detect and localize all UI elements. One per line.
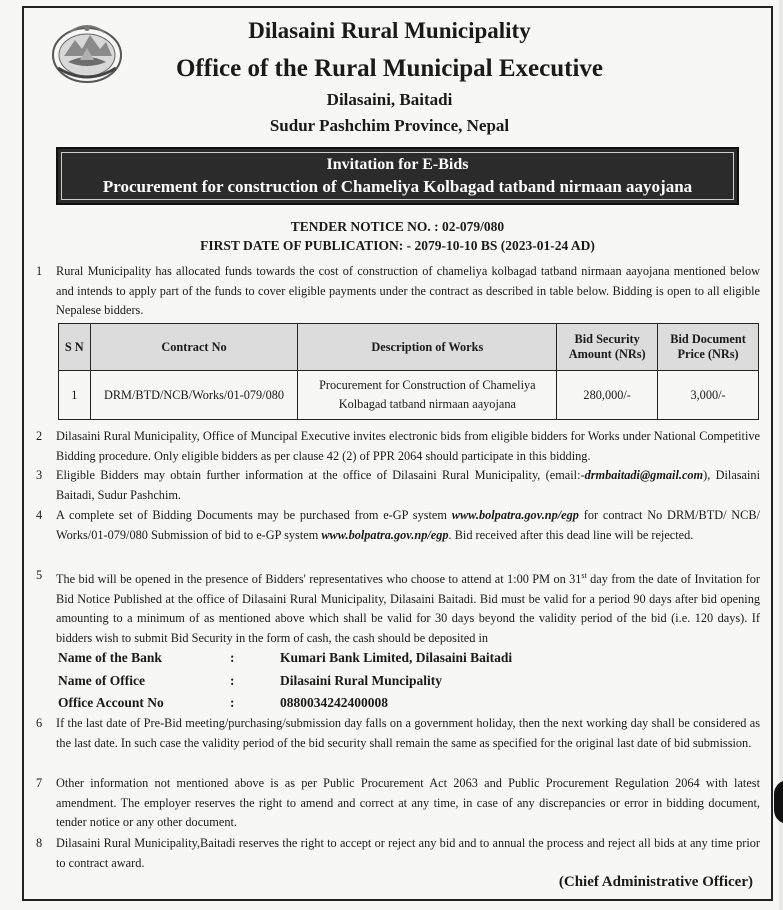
- clause-number: 8: [36, 836, 43, 850]
- email-link[interactable]: drmbaitadi@gmail.com: [584, 468, 704, 482]
- clause-8: Dilasaini Rural Municipality,Baitadi reserves the right to accept or reject any bid and to annual the process and reject all bids at any time prior to contract award.: [56, 836, 760, 870]
- municipality-name: Dilasaini Rural Municipality: [248, 18, 531, 43]
- office-location: Dilasaini, Baitadi: [326, 90, 453, 109]
- col-header-description: Description of Works: [298, 324, 557, 371]
- clause-number: 4: [36, 508, 43, 522]
- col-header-document-price: Bid Document Price (NRs): [658, 324, 759, 371]
- clause-number: 1: [36, 264, 43, 278]
- office-label: Name of Office: [58, 673, 145, 688]
- clause-1: Rural Municipality has allocated funds towards the cost of construction of chameliya kolbagad tatband nirmaan aayojana mentioned below and intends to apply part of the funds to cover eligible payments under the contract as described in table below. Bidding is open to all eligible Nepalese bidders.: [56, 264, 760, 317]
- clause-number: 6: [36, 716, 43, 730]
- page-clip: [774, 780, 783, 824]
- bank-value: Kumari Bank Limited, Dilasaini Baitadi: [280, 650, 513, 665]
- cell-description: Procurement for Construction of Chameliya Kolbagad tatband nirmaan aayojana: [298, 371, 557, 420]
- signature-title: (Chief Administrative Officer): [558, 874, 753, 890]
- bank-label: Name of the Bank: [58, 650, 162, 665]
- clause-5: The bid will be opened in the presence of Bidders' representatives who choose to attend at 1:00 PM on 31st day from the date of Invitation for Bid Notice Published at the office of Dilasaini Rural Municipality, Dilasaini Baitadi. Bid must be valid for a period 90 days after bid opening amounting to a minimum of as mentioned above which shall be valid for 30 days beyond the validity period of the bid (i.e. 120 days). If bidders wish to submit Bid Security in the form of cash, the cash should be deposited in: [56, 571, 760, 645]
- bid-table: [58, 323, 759, 420]
- clause-number: 2: [36, 429, 43, 443]
- tender-notice-number: TENDER NOTICE NO. : 02-079/080: [290, 219, 505, 234]
- col-header-bid-security: Bid Security Amount (NRs): [557, 324, 658, 371]
- col-header-contract: Contract No: [90, 324, 298, 371]
- clause-7: Other information not mentioned above is as per Public Procurement Act 2063 and Public Procurement Regulation 2064 with latest amendment. The employer reserves the right to amend and correct at any time, in case of any discrepancies or error in bidding document, tender notice or any other document.: [56, 776, 760, 829]
- account-label: Office Account No: [58, 695, 164, 710]
- notice-page: Dilasaini Rural Municipality Office of the Rural Municipal Executive Dilasaini, Baitadi Sudur Pashchim Province, Nepal Invitation for E-Bids Procurement for construction of Chameliya Kolbagad tatband nirmaan aayojana TENDER NOTICE NO. : 02-079/080 FIRST DATE OF PUBLICATION: - 2079-10-10 BS (2023-01-24 AD) 1 Rural Municipality has allocated funds towards the cost of construction of chameliya kolbagad tatband nirmaan aayojana mentioned below and intends to apply part of the funds to cover eligible payments under the contract as described in table below. Bidding is open to all eligible Nepalese bidders. S N Contract No Description of Works Bid Security Amount (NRs) Bid Document Price (NRs) 1 DRM/BTD/NCB/Works/01-079/080 Procurement for Construction of Chameliya Kolbagad tatband nirmaan aayojana 280,000/- 3,000/- 2 Dilasaini Rural Municipality, Office of Muncipal Executive invites electronic bids from eligible bidders for Works under National Competitive Bidding procedure. Only eligible bidders as per clause 42 (2) of PPR 2064 should participate in this bidding. 3 Eligible Bidders may obtain further information at the office of Dilasaini Rural Municipality, (email:-drmbaitadi@gmail.com), Dilasaini Baitadi, Sudur Pashchim. 4 A complete set of Bidding Documents may be purchased from e-GP system www.bolpatra.gov.np/egp for contract No DRM/BTD/ NCB/ Works/01-079/080 Submission of bid to e-GP system www.bolpatra.gov.np/egp. Bid received after this dead line will be rejected. 5 The bid will be opened in the presence of Bidders' representatives who choose to attend at 1:00 PM on 31st day from the date of Invitation for Bid Notice Published at the office of Dilasaini Rural Municipality, Dilasaini Baitadi. Bid must be valid for a period 90 days after bid opening amounting to a minimum of as mentioned above which shall be valid for 30 days beyond the validity period of the bid (i.e. 120 days). If bidders wish to submit Bid Security in the form of cash, the cash should be deposited in Name of the Bank : Kumari Bank Limited, Dilasaini Baitadi Name of Office : Dilasaini Rural Muncipality Office Account No : 0880034242400008 6 If the last date of Pre-Bid meeting/purchasing/submission day falls on a government holiday, then the next working day shall be considered as the last date. In such case the validity period of the bid security shall remain the same as specified for the original last date of bid submission. 7 Other information not mentioned above is as per Public Procurement Act 2063 and Public Procurement Regulation 2064 with latest amendment. The employer reserves the right to amend and correct at any time, in case of any discrepancies or error in bidding document, tender notice or any other document. 8 Dilasaini Rural Municipality,Baitadi reserves the right to accept or reject any bid and to annual the process and reject all bids at any time prior to contract award. (Chief Administrative Officer): [0, 0, 779, 910]
- clause-2: Dilasaini Rural Municipality, Office of Muncipal Executive invites electronic bids from eligible bidders for Works under National Competitive Bidding procedure. Only eligible bidders as per clause 42 (2) of PPR 2064 should participate in this bidding.: [56, 429, 760, 463]
- office-title: Office of the Rural Municipal Executive: [175, 55, 603, 82]
- office-value: Dilasaini Rural Muncipality: [280, 673, 443, 688]
- clause-6: If the last date of Pre-Bid meeting/purchasing/submission day falls on a government holiday, then the next working day shall be considered as the last date. In such case the validity period of the bid security shall remain the same as specified for the original last date of bid submission.: [56, 716, 760, 750]
- banner-subtitle: Procurement for construction of Chameliya Kolbagad tatband nirmaan aayojana: [102, 177, 693, 196]
- office-province: Sudur Pashchim Province, Nepal: [269, 116, 510, 135]
- banner-title: Invitation for E-Bids: [326, 156, 469, 173]
- clause-4: A complete set of Bidding Documents may be purchased from e-GP system www.bolpatra.gov.np/egp for contract No DRM/BTD/ NCB/ Works/01-079/080 Submission of bid to e-GP system www.bolpatra.gov.np/egp. Bid received after this dead line will be rejected.: [56, 508, 760, 542]
- clause-number: 3: [36, 468, 43, 482]
- publication-date: FIRST DATE OF PUBLICATION: - 2079-10-10 BS (2023-01-24 AD): [200, 238, 595, 253]
- egp-link[interactable]: www.bolpatra.gov.np/egp: [321, 527, 449, 542]
- egp-link[interactable]: www.bolpatra.gov.np/egp: [451, 508, 579, 522]
- cell-bid-security: 280,000/-: [557, 371, 658, 420]
- cell-document-price: 3,000/-: [658, 371, 759, 420]
- col-header-sn: S N: [59, 324, 91, 371]
- clause-3: Eligible Bidders may obtain further information at the office of Dilasaini Rural Municipality, (email:-drmbaitadi@gmail.com), Dilasaini Baitadi, Sudur Pashchim.: [56, 468, 760, 502]
- table-header-row: [59, 324, 759, 371]
- cell-sn: 1: [59, 371, 91, 420]
- clause-number: 7: [36, 776, 43, 790]
- cell-contract-no: DRM/BTD/NCB/Works/01-079/080: [90, 371, 298, 420]
- clause-number: 5: [36, 568, 43, 582]
- table-row: [59, 371, 759, 420]
- account-value: 0880034242400008: [280, 695, 388, 710]
- invitation-banner: [56, 147, 739, 205]
